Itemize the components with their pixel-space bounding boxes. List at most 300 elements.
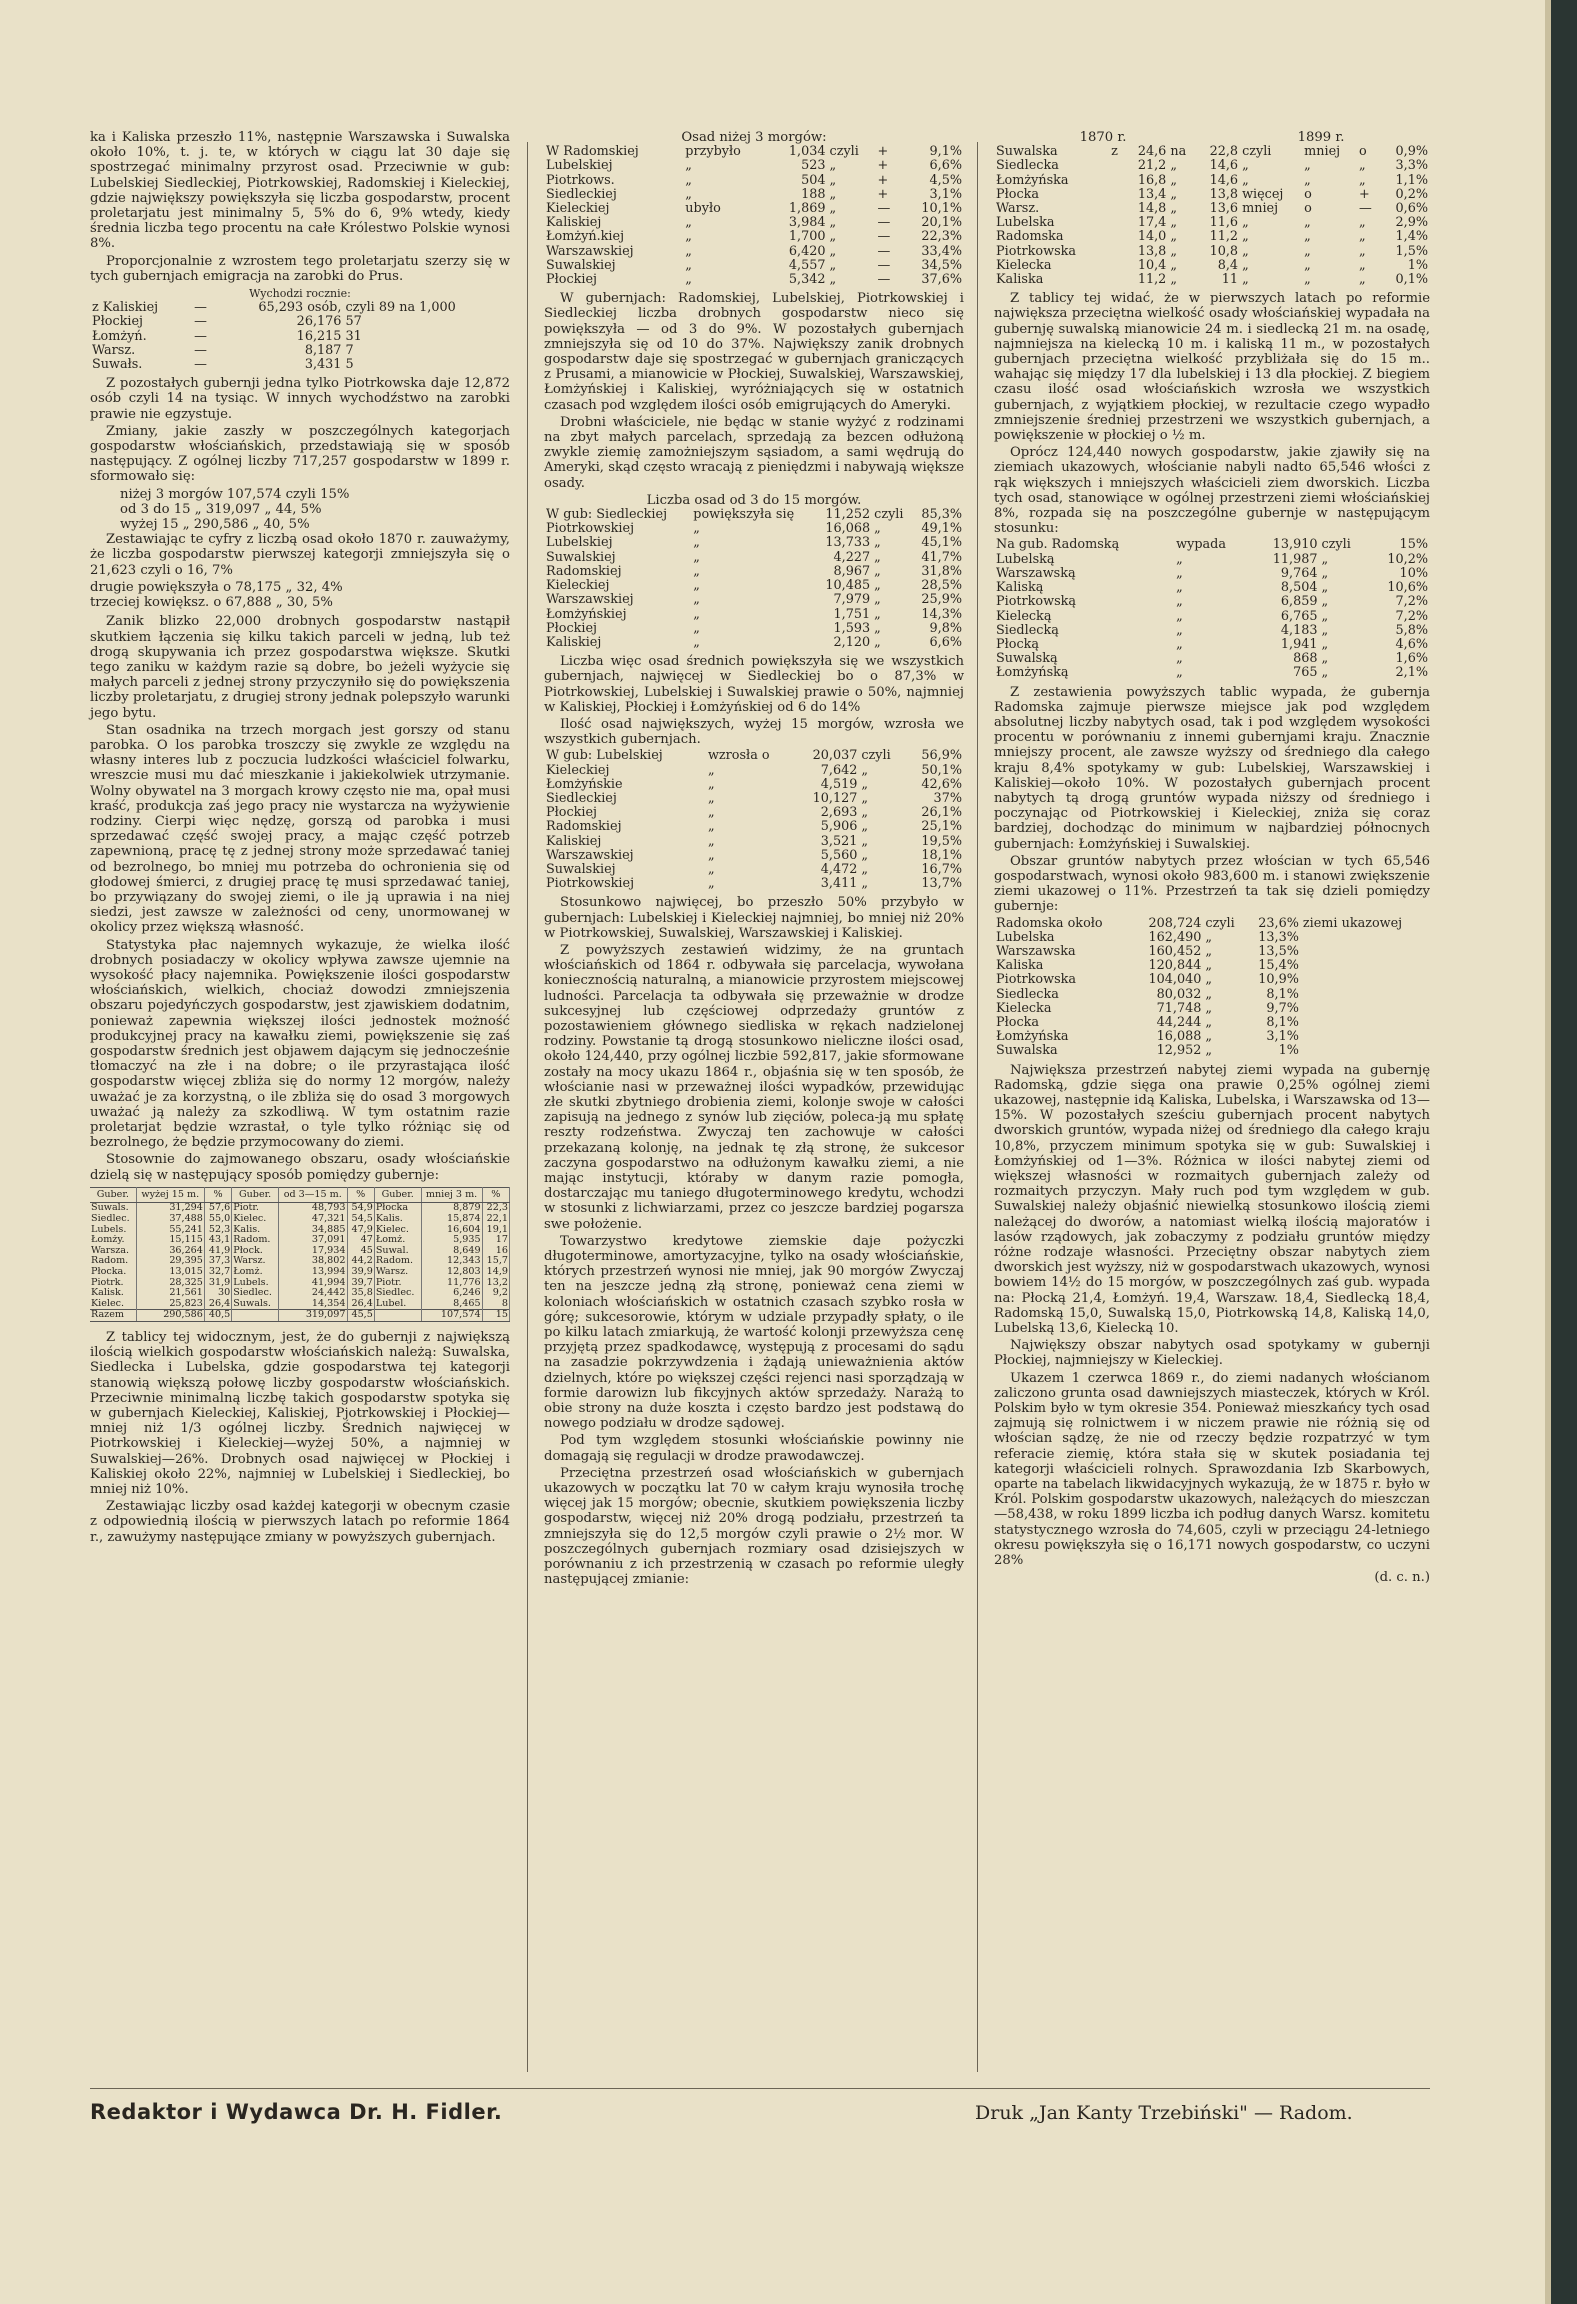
- paragraph: Przeciętna przestrzeń osad włościańskich w gubernjach ukazowych w początku lat 70 w całym kraju wynosiła trochę więcej jak 15 morgów; obecnie, skutkiem powiększenia liczby gospodarstw, więcej niż 20% drogą podziału, przestrzeń ta zmniejszyła się do 12,5 morgów czyli prawie o 2½ mor. W poszczególnych gubernjach rozmiary osad dzisiejszych w porównaniu z ich przestrzenią w czasach po reformie uległy następującej zmianie:: [544, 1465, 964, 1588]
- table-cell: 3,431: [304, 357, 342, 373]
- table-row: [994, 1002, 1430, 1016]
- table-cell: czyli: [1321, 537, 1351, 553]
- table-cell: Lubel.: [374, 1299, 421, 1310]
- table-cell: 2,120: [833, 634, 871, 650]
- table-cell: 523: [801, 158, 826, 174]
- table-cell: „: [1304, 243, 1311, 259]
- table-cell: W gub: Siedleckiej: [546, 507, 668, 523]
- table-cell: Kielec.: [232, 1214, 279, 1225]
- table-row: [90, 1299, 510, 1310]
- paragraph: Ukazem 1 czerwca 1869 r., do ziemi nadanych włościanom zaliczono grunta osad dawniejszych miasteczek, których w Król. Polskim było w tym okresie 354. Ponieważ mieszkańcy tych osad zajmują się rolnictwem i w niczem prawie nie różnią się od włościan sądzę, że nie od rzeczy będzie rozpatrzyć w tym referacie ziemię, która stała się w skutek posiadania tej kategorji właścicieli rolnych. Sprawozdania Izb Skarbowych, oparte na tabelach likwidacyjnych wykazują, że w 1875 r. było w Król. Polskim gospodarstw ukazowych, należących do mieszczan—58,438, w roku 1899 liczba ich podług danych Warsz. komitetu statystycznego wzrosła do 74,605, czyli w przeciągu 24-letniego okresu powiększyła się o 16,171 nowych gospodarstw, co uczyni 28%: [994, 1370, 1430, 1569]
- table-cell: 14,3%: [921, 606, 962, 622]
- table-cell: „: [1321, 594, 1329, 610]
- table-cell: W gub: Lubelskiej: [546, 748, 663, 764]
- table-cell: 188: [801, 186, 826, 202]
- table-cell: 8,1%: [1266, 986, 1299, 1002]
- table-row: [994, 973, 1430, 987]
- table-cell: 40,5: [204, 1310, 231, 1322]
- table-cell: 26,176: [296, 314, 342, 330]
- table-cell: 2,9%: [1395, 215, 1428, 231]
- table-cell: [1109, 245, 1124, 259]
- table-cell: 21,561: [136, 1288, 204, 1299]
- table-cell: [1109, 188, 1124, 202]
- column-divider: [977, 142, 978, 2072]
- table-row: [544, 820, 964, 834]
- table-cell: Kaliskiej: [546, 634, 602, 650]
- table-cell: Siedlecka: [996, 986, 1059, 1002]
- table-cell: Suwałs.: [92, 357, 143, 373]
- table-cell: 13,2: [482, 1278, 509, 1289]
- table-cell: 13,733: [825, 535, 871, 551]
- printer-credit: Druk „Jan Kanty Trzebiński" — Radom.: [975, 2102, 1353, 2124]
- table-cell: 1,751: [833, 606, 871, 622]
- table-cell: „: [685, 229, 692, 245]
- table-cell: Łomżyńską: [996, 665, 1069, 681]
- table-cell: 7,642: [820, 762, 858, 778]
- table-row: [90, 1267, 510, 1278]
- paragraph: Towarzystwo kredytowe ziemskie daje pożyczki długoterminowe, amortyzacyjne, tylko na osady włościańskie, których przestrzeń wynosi nie mniej, jak 90 morgów Zwyczaj ten na jeszcze jedną złą stronę, ponieważ cena ziemi w koloniach włościańskich w ostatnich czasach szybko rosła w górę; sukcesorowie, którym w udziale przypadły spłaty, o ile po kilku latach zmiarkują, że wartość kolonji przewyższa cenę przyjętą przez spadkodawcę, występują z procesami do sądu na zasadzie pokrzywdzenia i żądają unieważnienia aktów dzielnych, które po większej części rejenci nasi sporządzają w formie darowizn lub fikcyjnych aktów sprzedaży. Narażą to obie strony na duże koszta i często bardzo jest podstawą do nowego podziału w drodze sądowej.: [544, 1233, 964, 1432]
- table-cell: mniej: [1304, 144, 1341, 160]
- table-cell: Kielec.: [374, 1225, 421, 1236]
- table-row: [544, 551, 964, 565]
- table-cell: Kaliską: [996, 580, 1044, 596]
- table-row: [544, 565, 964, 579]
- table-cell: 9,7%: [1266, 1000, 1299, 1016]
- table-cell: 24,442: [278, 1288, 347, 1299]
- table-cell: 11: [1221, 272, 1239, 288]
- table-cell: „: [829, 243, 837, 259]
- table-cell: 5,342: [788, 272, 826, 288]
- table-cell: Radomskiej: [546, 563, 622, 579]
- table-cell: Suwalską: [996, 651, 1058, 667]
- table-cell: 24,6: [1137, 144, 1167, 160]
- table-cell: +: [1358, 186, 1370, 202]
- table-cell: 8,967: [833, 563, 871, 579]
- table-cell: Kielecka: [996, 257, 1052, 273]
- table-cell: Piotrkows.: [546, 172, 615, 188]
- table-cell: „: [1358, 257, 1366, 273]
- table-row: [90, 1214, 510, 1225]
- table-cell: [1301, 988, 1430, 1002]
- table-row: [544, 849, 964, 863]
- table-cell: 13,7%: [921, 876, 962, 892]
- table-cell: „: [1170, 272, 1177, 288]
- paragraph: ka i Kaliska przeszło 11%, następnie Warszawska i Suwalska około 10%, t. j. te, w których w ciągu lat 30 daje się spostrzegać minimalny przyrost osad. Przeciwnie w gub: Lubelskiej Siedleckiej, Piotrkowskiej, Radomskiej i Kieleckiej, gdzie największy powiększyła się liczba gospodarstw, procent proletarjatu jest minimalny 5, 5% do 6, 9% wtedy, kiedy średnia liczba tego procentu na całe Królestwo Polskie wynosi 8%.: [90, 130, 510, 252]
- table-cell: „: [693, 535, 700, 551]
- table-cell: „: [693, 592, 700, 608]
- table-cell: 85,3%: [921, 507, 962, 523]
- table-cell: „: [1205, 929, 1213, 945]
- table-cell: 21,2: [1137, 158, 1167, 174]
- table-row: [994, 931, 1430, 945]
- table-cell: „: [1321, 665, 1329, 681]
- table-cell: „: [1321, 551, 1329, 567]
- table-cell: więcej: [1242, 186, 1284, 202]
- table-cell: 22,8: [1209, 144, 1239, 160]
- table-cell: 30: [204, 1288, 231, 1299]
- table-row: [544, 622, 964, 636]
- table-cell: 5,935: [421, 1235, 482, 1246]
- table-cell: „: [707, 790, 715, 806]
- table-cell: 22,3: [482, 1203, 509, 1214]
- table-cell: 10,4: [1137, 257, 1167, 273]
- table-cell: 10,1%: [921, 201, 962, 217]
- table-cell: „: [693, 563, 700, 579]
- table-cell: Siedleckiej: [546, 790, 617, 806]
- table-cell: 15,4%: [1258, 958, 1299, 974]
- table-row: [994, 917, 1430, 931]
- paragraph: Zestawiając te cyfry z liczbą osad około 1870 r. zauważymy, że liczba gospodarstw pierwszej kategorji zmniejszyła się o 21,623 czyli o 16, 7%: [90, 532, 510, 578]
- table-cell: 1,700: [788, 229, 826, 245]
- table-cell: „: [1170, 172, 1177, 188]
- paragraph: Z tablicy tej widocznym, jest, że do gubernji z największą ilością wielkich gospodarstw włościańskich należą: Suwalska, Siedlecka i Lubelska, gdzie gospodarstwa tej kategorji stanowią większą połowę liczby gospodarstw włościańskich. Przeciwnie minimalną liczbę takich gospodarstw spotyka się w gubernjach Kieleckiej, Kaliskiej, Pjotrkowskiej i Płockiej—mniej niż 1/3 ogólnej liczby. Średnich najwięcej w Piotrkowskiej i Kieleckiej—wyżej 50%, a najmniej w Suwalskiej—26%. Drobnych osad najwięcej w Płockiej i Kaliskiej około 22%, najmniej w Lubelskiej i Siedleckiej, bo mniej niż 10%.: [90, 1329, 510, 1497]
- paragraph: Drobni właściciele, nie będąc w stanie wyżyć z rodzinami na zbyt małych parcelach, sprzedają za bezcen odłużoną zwykle ziemię zamożniejszym sąsiadom, a sami wędrują do Ameryki, skąd często wracają z pieniędzmi i nabywają większe osady.: [544, 414, 964, 491]
- table-cell: [1109, 259, 1124, 273]
- table-cell: 8,465: [421, 1299, 482, 1310]
- table-cell: „: [874, 620, 881, 636]
- table-cell: 9,2: [482, 1288, 509, 1299]
- table-cell: 16,604: [421, 1225, 482, 1236]
- table-cell: 5: [345, 357, 354, 373]
- table-cell: 44,244: [1156, 1014, 1202, 1030]
- table-row: [994, 959, 1430, 973]
- table-cell: 25,823: [136, 1299, 204, 1310]
- table-cell: „: [874, 634, 881, 650]
- table-cell: „: [1321, 636, 1329, 652]
- paragraph: Z powyższych zestawień widzimy, że na gruntach włościańskich od 1864 r. odbywała się parcelacja, wywołana koniecznością naturalną, a mianowicie przyrostem miejscowej ludności. Parcelacja ta odbywała się przeważnie w drodze sukcesyjnej lub częściowej odprzedaży gruntów z pozostawieniem głównego siedliska w rękach nadzielonej rodziny. Powstanie tą drogą stosunkowo nieliczne ilości osad, około 124,440, przy ogólnej liczbie 592,817, jakie sformowane zostały na mocy ukazu 1864 r., objaśnia się w ten sposób, że włościanie nasi w przeważnej ilości wypadków, przewidując złe skutki zbytniego drobienia ziemi, kolonje swoje w całości zapisują na jednego z synów lub zięciów, poleca-ją mu spłatę reszty rodzeństwa. Zwyczaj ten zachowuje w całości przekazaną kolonję, na jednak tę złą stronę, że sukcesor zaczyna gospodarstwo na odłużonym kawałku ziemi, a nie mając instytucji, któraby w danym razie pomogła, dostarczając mu taniego długoterminowego kredytu, wchodzi w stosunki z lichwiarzami, przez co jeszcze bardziej pogarsza swe położenie.: [544, 942, 964, 1232]
- table-cell: W Radomskiej: [546, 144, 639, 160]
- table-cell: Radomskiej: [546, 819, 622, 835]
- table-cell: „: [1170, 201, 1177, 217]
- table-cell: „: [707, 805, 715, 821]
- table-cell: 33,4%: [921, 243, 962, 259]
- table-cell: 4,183: [1280, 622, 1318, 638]
- table-cell: Lubels.: [90, 1225, 136, 1236]
- table-cell: „: [874, 578, 881, 594]
- table-cell: „: [1242, 243, 1249, 259]
- table-cell: 10,127: [812, 790, 858, 806]
- table-row: [994, 1044, 1430, 1058]
- table-row: [544, 145, 964, 159]
- small-plots-table: [544, 145, 964, 287]
- table-cell: „: [829, 229, 837, 245]
- table-cell: 47,9: [347, 1225, 374, 1236]
- table-cell: Kalisk.: [90, 1288, 136, 1299]
- table-cell: „: [1205, 1029, 1213, 1045]
- table-header-cell: %: [347, 1187, 374, 1203]
- table-cell: 1,869: [788, 201, 826, 217]
- table-cell: 54,9: [347, 1203, 374, 1214]
- table-cell: 9,1%: [929, 144, 962, 160]
- table-row: [994, 216, 1430, 230]
- table-cell: Łomżyńska: [996, 172, 1069, 188]
- paragraph: Zestawiając liczby osad każdej kategorji w obecnym czasie z odpowiednią ilością w pierwszych latach po reformie 1864 r., zawużymy następujące zmiany w powyższych gubernjach.: [90, 1499, 510, 1545]
- table-cell: 15: [482, 1310, 509, 1322]
- table-cell: 8: [482, 1299, 509, 1310]
- table-cell: 4,6%: [1395, 636, 1428, 652]
- table-cell: Płockiej: [546, 272, 598, 288]
- table-cell: Radom.: [374, 1256, 421, 1267]
- table-cell: „: [1321, 651, 1329, 667]
- table-cell: ziemi ukazowej: [1302, 915, 1403, 931]
- table-cell: 14,6: [1209, 172, 1239, 188]
- year-1870: 1870 r.: [1079, 130, 1127, 145]
- table-cell: Razem: [90, 1310, 136, 1322]
- table-cell: Kaliskiej: [546, 215, 602, 231]
- table-cell: 3,1%: [1266, 1029, 1299, 1045]
- emigration-row: [90, 330, 510, 344]
- table-cell: 17,4: [1137, 215, 1167, 231]
- table-cell: Siedleckiej: [546, 186, 617, 202]
- table-cell: Piotr.: [374, 1278, 421, 1289]
- table-row: [994, 610, 1430, 624]
- table-cell: 19,5%: [921, 833, 962, 849]
- table-row: [90, 1278, 510, 1289]
- table-cell: Kalis.: [232, 1225, 279, 1236]
- table-total-row: [90, 1310, 510, 1322]
- table-row: [994, 595, 1430, 609]
- table-cell: Piotrkowskiej: [546, 521, 635, 537]
- table-row: [544, 749, 964, 763]
- table-cell: 25,1%: [921, 819, 962, 835]
- table-cell: „: [693, 521, 700, 537]
- table-cell: 3,411: [820, 876, 858, 892]
- table-cell: Lubelska: [996, 929, 1055, 945]
- table-cell: [1109, 159, 1124, 173]
- paragraph: Proporcjonalnie z wzrostem tego proletarjatu szerzy się w tych gubernjach emigracja na zarobki do Prus.: [90, 253, 510, 284]
- table-cell: przybyło: [685, 144, 741, 160]
- table-cell: Suwals.: [232, 1299, 279, 1310]
- table-row: [544, 174, 964, 188]
- column-middle: [544, 130, 964, 1590]
- table-header-cell: od 3—15 m.: [278, 1187, 347, 1203]
- table-cell: Piotrkowską: [996, 594, 1077, 610]
- table-cell: 104,040: [1148, 972, 1202, 988]
- table-cell: 8,4: [1217, 257, 1239, 273]
- table-cell: [1109, 273, 1124, 287]
- table-cell: 18,1%: [921, 847, 962, 863]
- medium-plots-table: [544, 508, 964, 650]
- table-cell: 22,1: [482, 1214, 509, 1225]
- table-cell: czyli: [829, 144, 859, 160]
- table-cell: „: [1242, 172, 1249, 188]
- category-list: [90, 487, 510, 533]
- table-cell: 14,8: [1137, 201, 1167, 217]
- table-cell: Warsza.: [90, 1246, 136, 1257]
- table-row: [544, 764, 964, 778]
- table-cell: 12,343: [421, 1256, 482, 1267]
- table-header-cell: %: [482, 1187, 509, 1203]
- table-cell: 15,115: [136, 1235, 204, 1246]
- table-cell: 23,6%: [1258, 915, 1299, 931]
- emigration-row: [90, 344, 510, 358]
- table-row: [544, 778, 964, 792]
- table-cell: „: [1176, 651, 1183, 667]
- table-cell: 80,032: [1156, 986, 1202, 1002]
- paragraph: W gubernjach: Radomskiej, Lubelskiej, Piotrkowskiej i Siedleckiej liczba drobnych gospodarstw nieco się powiększyła — od 3 do 9%. W pozostałych gubernjach zmniejszyła się od 10 do 37%. Największy zanik drobnych gospodarstw daje się spostrzegać w gubernjach graniczących z Prusami, a mianowicie w Płockiej, Suwalskiej, Warszawskiej, Łomżyńskiej i Kaliskiej, wyróżniających się w ostatnich czasach pod względem ilości osób emigrujących do Ameryki.: [544, 291, 964, 413]
- table-cell: „: [874, 606, 881, 622]
- table-cell: Radom.: [90, 1256, 136, 1267]
- table-cell: 45,1%: [921, 535, 962, 551]
- table-cell: 28,325: [136, 1278, 204, 1289]
- table-cell: —: [194, 314, 207, 330]
- table-cell: 8,879: [421, 1203, 482, 1214]
- table-row: [994, 1030, 1430, 1044]
- table-cell: 6,765: [1280, 608, 1318, 624]
- table-cell: „: [1321, 608, 1329, 624]
- table-row: [544, 508, 964, 522]
- table-cell: „: [1176, 551, 1183, 567]
- large-plots-table: [544, 749, 964, 891]
- table-cell: —: [194, 328, 207, 344]
- table-row: [994, 145, 1430, 159]
- table-cell: Siedlec.: [90, 1214, 136, 1225]
- table-cell: 14,354: [278, 1299, 347, 1310]
- table-cell: „: [1304, 272, 1311, 288]
- table-cell: 1,4%: [1395, 229, 1428, 245]
- table-cell: „: [1176, 636, 1183, 652]
- table-cell: „: [1176, 622, 1183, 638]
- table-cell: wzrosła o: [707, 748, 770, 764]
- category-line: niżej 3 morgów 107,574 czyli 15%: [120, 486, 350, 502]
- table-cell: Siedlecką: [996, 622, 1059, 638]
- table-cell: „: [829, 257, 837, 273]
- paragraph: Zmiany, jakie zaszły w poszczególnych kategorjach gospodarstw włościańskich, przedstawiają się w sposób następujący. Z ogólnej liczby 717,257 gospodarstw w 1899 r. sformowało się:: [90, 423, 510, 485]
- table-cell: 16,068: [825, 521, 871, 537]
- table-row: [544, 522, 964, 536]
- table-cell: 16: [482, 1246, 509, 1257]
- table-cell: czyli: [874, 507, 904, 523]
- table-cell: 13,5%: [1258, 943, 1299, 959]
- table-cell: Płockiej: [92, 314, 144, 330]
- change-line: drugie powiększyła o 78,175 „ 32, 4%: [90, 579, 343, 595]
- table-cell: 10,6%: [1387, 580, 1428, 596]
- table-cell: Suwalska: [996, 144, 1058, 160]
- table-row: [994, 259, 1430, 273]
- table-cell: Kalis.: [374, 1214, 421, 1225]
- table-cell: 1,593: [833, 620, 871, 636]
- purchased-plots-table: [994, 538, 1430, 680]
- table-cell: —: [877, 272, 891, 288]
- table-cell: „: [693, 578, 700, 594]
- table-row: [544, 877, 964, 891]
- table-cell: Warsz.: [374, 1267, 421, 1278]
- table-cell: 16,215: [296, 328, 342, 344]
- table-cell: 6,6%: [929, 158, 962, 174]
- table-cell: Suwalskiej: [546, 257, 616, 273]
- table-cell: „: [861, 833, 869, 849]
- table-cell: 3,521: [820, 833, 858, 849]
- paragraph: Stan osadnika na trzech morgach jest gorszy od stanu parobka. O los parobka troszczy się zwykle ze względu na własny interes lub z poczucia ludzkości właściciel folwarku, wreszcie musi mu dać mieszkanie i jakiekolwiek utrzymanie. Wolny obywatel na 3 morgach krowy często nie ma, opał musi kraść, produkcja zaś jego pracy nie wystarcza na wyżywienie rodziny. Cierpi więc nędzę, gorszą od parobka i musi sprzedawać część swojej pracy, a mając część potrzeb zapewnioną, pracę tę z jednej strony może sprzedawać taniej od bezrolnego, bo mniej mu potrzeba do ochronienia się od głodowej śmierci, z drugiej pracę tę musi sprzedawać taniej, bo przywiązany do swojej ziemi, o ile ją uprawia i na niej siedzi, jest zawsze w zależności od ceny, unormowanej w okolicy przez większą własność.: [90, 722, 510, 936]
- table-cell: 160,452: [1148, 943, 1202, 959]
- table-cell: „: [1304, 158, 1311, 174]
- table-row: [544, 593, 964, 607]
- paragraph: Statystyka płac najemnych wykazuje, że wielka ilość drobnych posiadaczy w okolicy wpływa zawsze ujemnie na wysokość płacy najemnika. Powiększenie ilości gospodarstw włościańskich, wielkich, chociaż dowodzi zmniejszenia obszaru pojedyńczych gospodarstw, jest zjawiskiem dodatnim, ponieważ zapewnia większej ilości jednostek możność produkcyjnej pracy na kawałku ziemi, powiększenie się zaś gospodarstw średnich jest objawem dającym się jednocześnie tłomaczyć na złe i na dobre; o ile przyrastająca ilość gospodarstw więcej zbliża się do normy 12 morgów, należy uważać je za korzystną, o ile zbliża się do osad 3 morgowych uważać ją należy za szkodliwą. W tym ostatnim razie proletarjat będzie wzrastał, o tyle tylko różniąc się od bezrolnego, że będzie przymocowany do ziemi.: [90, 937, 510, 1151]
- table-cell: „: [1205, 1014, 1213, 1030]
- table-cell: —: [194, 342, 207, 358]
- table-row: [994, 553, 1430, 567]
- table-cell: „: [1242, 257, 1249, 273]
- table-cell: Lubelska: [996, 215, 1055, 231]
- table-cell: 5,906: [820, 819, 858, 835]
- paragraph: Z pozostałych gubernji jedna tylko Piotrkowska daje 12,872 osób czyli 14 na tysiąc. W innych wychodźstwo na zarobki prawie nie egzystuje.: [90, 376, 510, 422]
- table-cell: —: [877, 201, 891, 217]
- table-cell: 7,2%: [1395, 608, 1428, 624]
- table-cell: „: [1242, 272, 1249, 288]
- table-cell: Piotrk.: [90, 1278, 136, 1289]
- table-cell: Kieleckiej: [546, 578, 610, 594]
- table-row: [994, 159, 1430, 173]
- table-cell: „: [1321, 622, 1329, 638]
- table-cell: —: [877, 215, 891, 231]
- table-cell: 34,5%: [921, 257, 962, 273]
- table-row: [994, 1016, 1430, 1030]
- table-row: [994, 273, 1430, 287]
- table-cell: 10,8: [1209, 243, 1239, 259]
- table-cell: 1%: [1278, 1043, 1299, 1059]
- table-cell: Łomżyń.kiej: [546, 229, 625, 245]
- table-cell: 55,0: [204, 1214, 231, 1225]
- table-cell: Płocka: [374, 1203, 421, 1214]
- table-row: [544, 636, 964, 650]
- table-cell: „: [1170, 257, 1177, 273]
- table-cell: 7: [345, 342, 354, 358]
- table-cell: 11,776: [421, 1278, 482, 1289]
- table-cell: 1,941: [1280, 636, 1318, 652]
- table-row: [544, 536, 964, 550]
- table-cell: 16,088: [1156, 1029, 1202, 1045]
- table-cell: „: [685, 186, 692, 202]
- table-row: [994, 652, 1430, 666]
- area-distribution-table: [90, 1187, 510, 1322]
- table-cell: Warszawską: [996, 565, 1076, 581]
- table-cell: 13,994: [278, 1267, 347, 1278]
- table-cell: 0,6%: [1395, 201, 1428, 217]
- table-cell: Kaliska: [996, 958, 1044, 974]
- table-cell: 13,6: [1209, 201, 1239, 217]
- table-cell: „: [1170, 215, 1177, 231]
- table-cell: Warszawska: [996, 943, 1076, 959]
- table-cell: 8,1%: [1266, 1014, 1299, 1030]
- table-cell: czyli: [1205, 915, 1235, 931]
- table-cell: „: [874, 521, 881, 537]
- table-row: [994, 538, 1430, 552]
- table-cell: 13,8: [1209, 186, 1239, 202]
- table-cell: „: [1205, 1000, 1213, 1016]
- table-cell: 319,097: [278, 1310, 347, 1322]
- table-cell: 45: [347, 1246, 374, 1257]
- table-cell: „: [1205, 972, 1213, 988]
- table-cell: [1301, 1016, 1430, 1030]
- table-cell: „: [829, 172, 837, 188]
- table-cell: 22,3%: [921, 229, 962, 245]
- table-cell: „: [1176, 565, 1183, 581]
- table-cell: Radomska: [996, 229, 1064, 245]
- table-cell: Warszawskiej: [546, 243, 634, 259]
- table-cell: Łomż.: [232, 1267, 279, 1278]
- table-cell: 1,1%: [1395, 172, 1428, 188]
- table-cell: Piotrkowskiej: [546, 876, 635, 892]
- table-cell: Kielec.: [90, 1299, 136, 1310]
- table-cell: 11,2: [1209, 229, 1239, 245]
- table-cell: z: [1111, 144, 1118, 160]
- editor-publisher: Redaktor i Wydawca Dr. H. Fidler.: [90, 2100, 503, 2124]
- paragraph: Stosunkowo najwięcej, bo przeszło 50% przybyło w gubernjach: Lubelskiej i Kieleckiej najmniej, bo mniej niż 20% w Piotrkowskiej, Suwalskiej, Warszawskiej i Kaliskiej.: [544, 895, 964, 941]
- table-cell: 11,2: [1137, 272, 1167, 288]
- table-cell: [1301, 1002, 1430, 1016]
- table-cell: „: [685, 172, 692, 188]
- table-cell: „: [1176, 608, 1183, 624]
